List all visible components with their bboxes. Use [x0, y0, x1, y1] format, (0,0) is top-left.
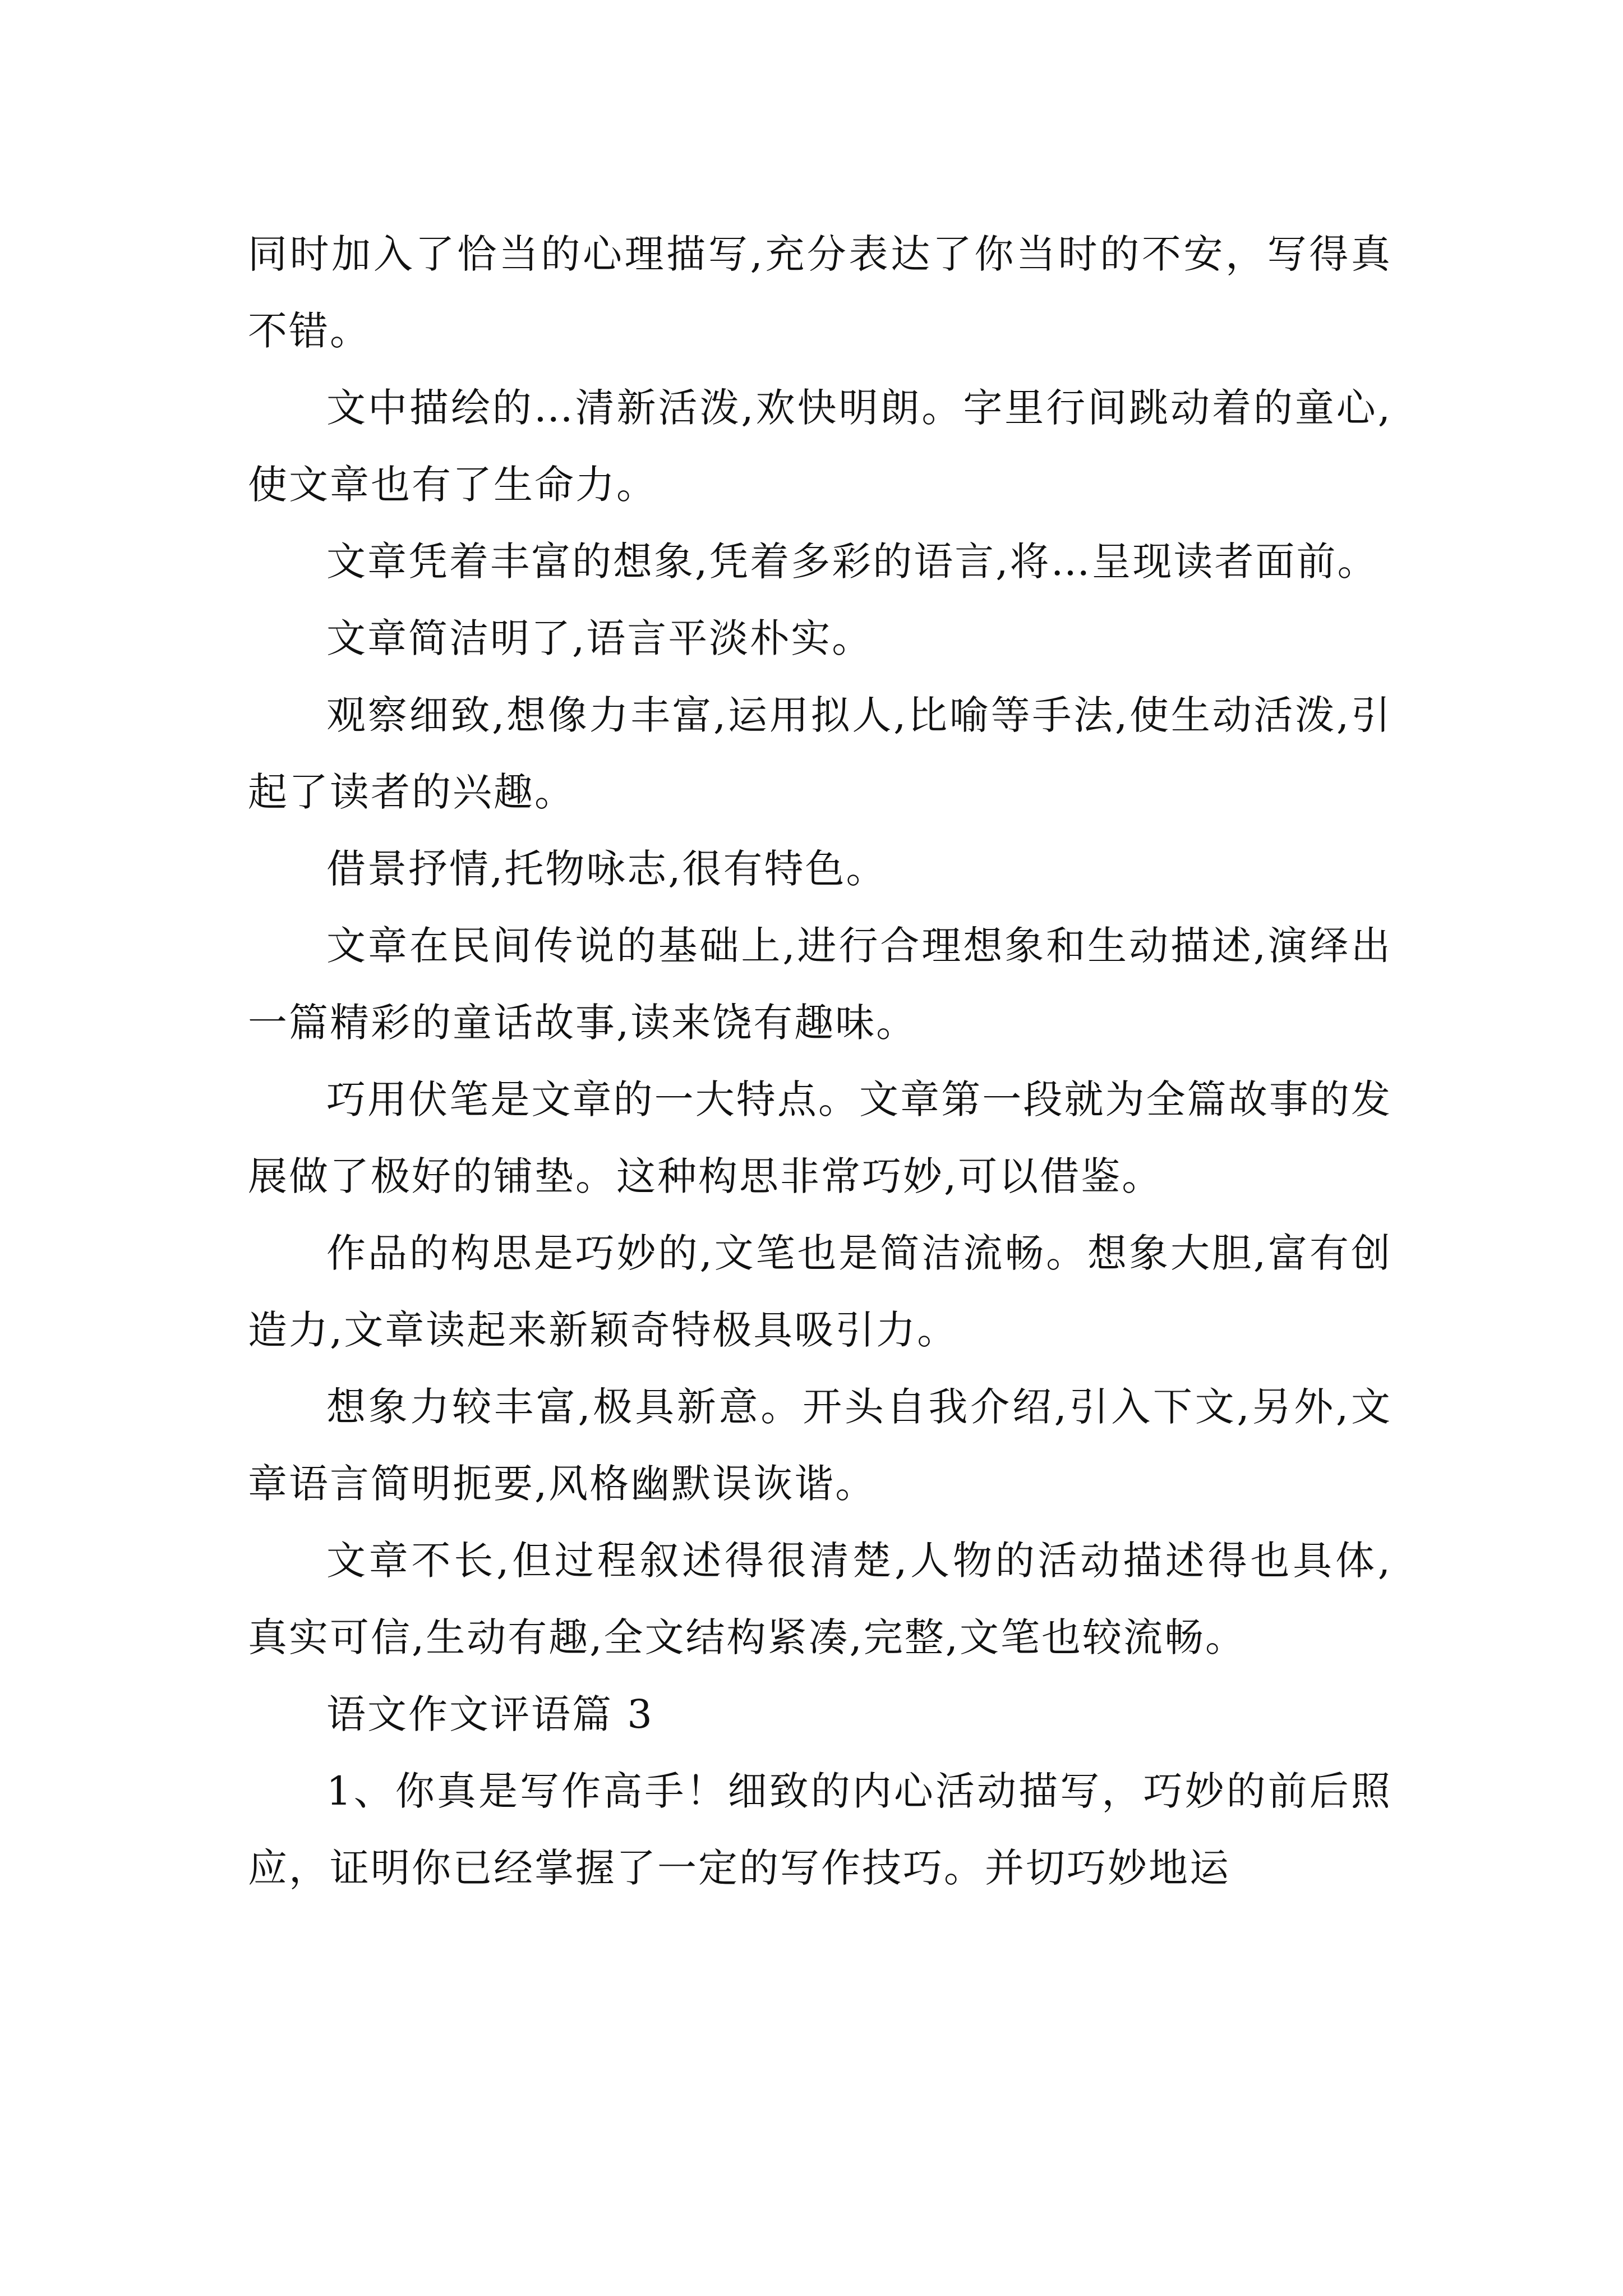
paragraph: 作品的构思是巧妙的,文笔也是简洁流畅。想象大胆,富有创造力,文章读起来新颖奇特极具吸引力。	[248, 1230, 1392, 1353]
paragraph: 文章在民间传说的基础上,进行合理想象和生动描述,演绎出一篇精彩的童话故事,读来饶有趣味。	[248, 923, 1392, 1046]
paragraph: 1、你真是写作高手！细致的内心活动描写，巧妙的前后照应，证明你已经掌握了一定的写作技巧。并切巧妙地运	[248, 1768, 1392, 1891]
paragraph: 文章简洁明了,语言平淡朴实。	[326, 615, 873, 661]
paragraph: 观察细致,想像力丰富,运用拟人,比喻等手法,使生动活泼,引起了读者的兴趣。	[248, 692, 1392, 815]
paragraph: 文章凭着丰富的想象,凭着多彩的语言,将…呈现读者面前。	[326, 539, 1378, 585]
section-heading: 语文作文评语篇 3	[326, 1691, 654, 1737]
paragraph: 借景抒情,托物咏志,很有特色。	[326, 846, 887, 892]
paragraph: 文中描绘的…清新活泼,欢快明朗。字里行间跳动着的童心,使文章也有了生命力。	[248, 385, 1392, 508]
document-body	[248, 216, 1392, 1907]
paragraph: 文章不长,但过程叙述得很清楚,人物的活动描述得也具体,真实可信,生动有趣,全文结构紧凑,完整,文笔也较流畅。	[248, 1538, 1392, 1660]
paragraph: 想象力较丰富,极具新意。开头自我介绍,引入下文,另外,文章语言简明扼要,风格幽默误诙谐。	[248, 1384, 1392, 1507]
paragraph: 巧用伏笔是文章的一大特点。文章第一段就为全篇故事的发展做了极好的铺垫。这种构思非常巧妙,可以借鉴。	[248, 1076, 1392, 1199]
paragraph-continuation: 同时加入了恰当的心理描写,充分表达了你当时的不安，写得真不错。	[248, 231, 1392, 354]
